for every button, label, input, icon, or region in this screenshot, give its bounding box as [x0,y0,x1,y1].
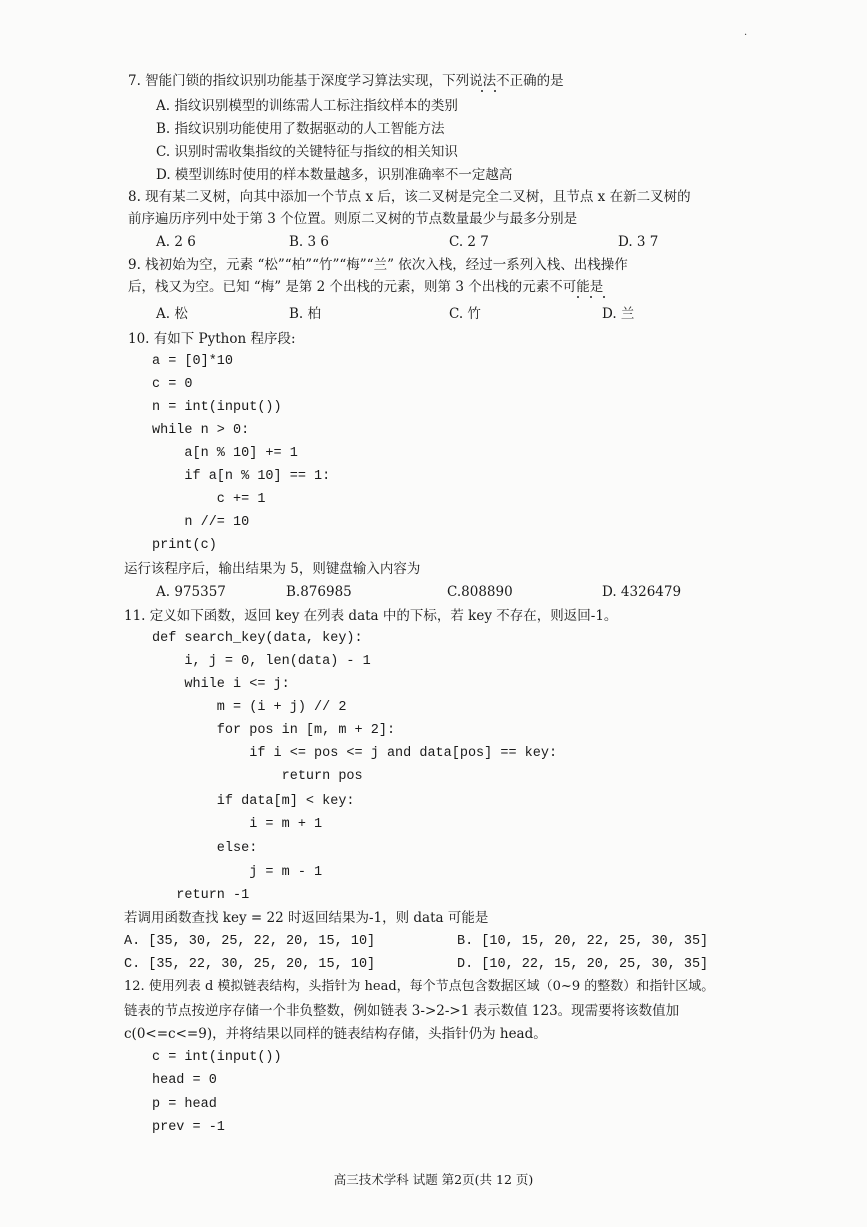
q12-code-line: c = int(input()) [152,1050,282,1065]
q10-code-line: a = [0]*10 [152,354,234,369]
corner-mark: · [744,30,748,41]
q7-option-a: A. 指纹识别模型的训练需人工标注指纹样本的类别 [156,98,458,114]
q10-option-b: B.876985 [286,584,352,600]
q12-stem-line1: 12. 使用列表 d 模拟链表结构，头指针为 head，每个节点包含数据区域（0~9 的整数）和指针区域。 [124,979,715,994]
q11-code-line: i, j = 0, len(data) - 1 [152,654,371,669]
q10-code-line: print(c) [152,538,217,553]
q10-code-line: while n > 0: [152,423,250,438]
q8-option-a: A. 2 6 [156,234,196,250]
q11-code-line: m = (i + j) // 2 [152,700,347,715]
q11-option-d: D. [10, 22, 15, 20, 25, 30, 35] [457,957,709,972]
q10-option-c: C.808890 [447,584,513,600]
q11-code-line: return pos [152,769,363,784]
q10-question: 运行该程序后，输出结果为 5，则键盘输入内容为 [124,561,421,577]
q10-code-line: n = int(input()) [152,400,282,415]
q12-code-line: head = 0 [152,1073,217,1088]
q12-code-line: prev = -1 [152,1120,225,1135]
q11-code-line: if i <= pos <= j and data[pos] == key: [152,746,558,761]
q11-code-line: i = m + 1 [152,817,323,832]
q11-option-c: C. [35, 22, 30, 25, 20, 15, 10] [124,957,376,972]
q11-option-b: B. [10, 15, 20, 22, 25, 30, 35] [457,934,709,949]
q8-option-b: B. 3 6 [289,234,329,250]
emphasis-dot [494,90,496,92]
emphasis-dot [603,296,605,298]
q8-stem-line2: 前序遍历序列中处于第 3 个位置。则原二叉树的节点数量最少与最多分别是 [128,211,578,227]
q10-stem: 10. 有如下 Python 程序段: [128,331,296,347]
q10-code-line: if a[n % 10] == 1: [152,469,331,484]
q7-option-b: B. 指纹识别功能使用了数据驱动的人工智能方法 [156,121,445,137]
emphasis-dot [577,296,579,298]
q11-code-line: j = m - 1 [152,865,323,880]
emphasis-dot [481,90,483,92]
q7-stem: 7. 智能门锁的指纹识别功能基于深度学习算法实现，下列说法不正确的是 [128,73,564,89]
q9-stem-line1: 9. 栈初始为空，元素 “松”“柏”“竹”“梅”“兰” 依次入栈，经过一系列入栈、出栈操作 [128,257,628,273]
q11-code-line: def search_key(data, key): [152,631,363,646]
q10-option-d: D. 4326479 [602,584,682,600]
q11-code-line: for pos in [m, m + 2]: [152,723,396,738]
q11-code-line: while i <= j: [152,677,290,692]
q7-option-c: C. 识别时需收集指纹的关键特征与指纹的相关知识 [156,144,458,160]
q11-code-line: if data[m] < key: [152,794,355,809]
q11-question: 若调用函数查找 key = 22 时返回结果为-1，则 data 可能是 [124,910,489,926]
q8-option-c: C. 2 7 [449,234,489,250]
q12-stem-line2: 链表的节点按逆序存储一个非负整数，例如链表 3->2->1 表示数值 123。现需要将该数值加 [124,1003,680,1019]
q9-option-d: D. 兰 [602,306,635,322]
q9-stem-line2: 后，栈又为空。已知 “梅” 是第 2 个出栈的元素，则第 3 个出栈的元素不可能是 [128,279,604,295]
q11-stem: 11. 定义如下函数，返回 key 在列表 data 中的下标，若 key 不存在，则返回-1。 [124,608,618,624]
q10-code-line: a[n % 10] += 1 [152,446,298,461]
q11-option-a: A. [35, 30, 25, 22, 20, 15, 10] [124,934,376,949]
q9-option-c: C. 竹 [449,306,481,322]
q12-stem-line3: c(0<=c<=9)，并将结果以同样的链表结构存储，头指针仍为 head。 [124,1026,547,1042]
q10-option-a: A. 975357 [156,584,226,600]
page-footer: 高三技术学科 试题 第2页(共 12 页) [333,1172,534,1187]
q9-option-a: A. 松 [156,306,188,322]
q11-code-line: else: [152,841,258,856]
q11-code-line: return -1 [152,888,250,903]
q10-code-line: n //= 10 [152,515,250,530]
q7-option-d: D. 模型训练时使用的样本数量越多，识别准确率不一定越高 [156,167,513,183]
emphasis-dot [590,296,592,298]
q10-code-line: c += 1 [152,492,266,507]
q9-option-b: B. 柏 [289,306,322,322]
q8-option-d: D. 3 7 [618,234,659,250]
q10-code-line: c = 0 [152,377,193,392]
q8-stem-line1: 8. 现有某二叉树，向其中添加一个节点 x 后，该二叉树是完全二叉树，且节点 x 在新二叉树的 [128,189,691,205]
q12-code-line: p = head [152,1097,217,1112]
